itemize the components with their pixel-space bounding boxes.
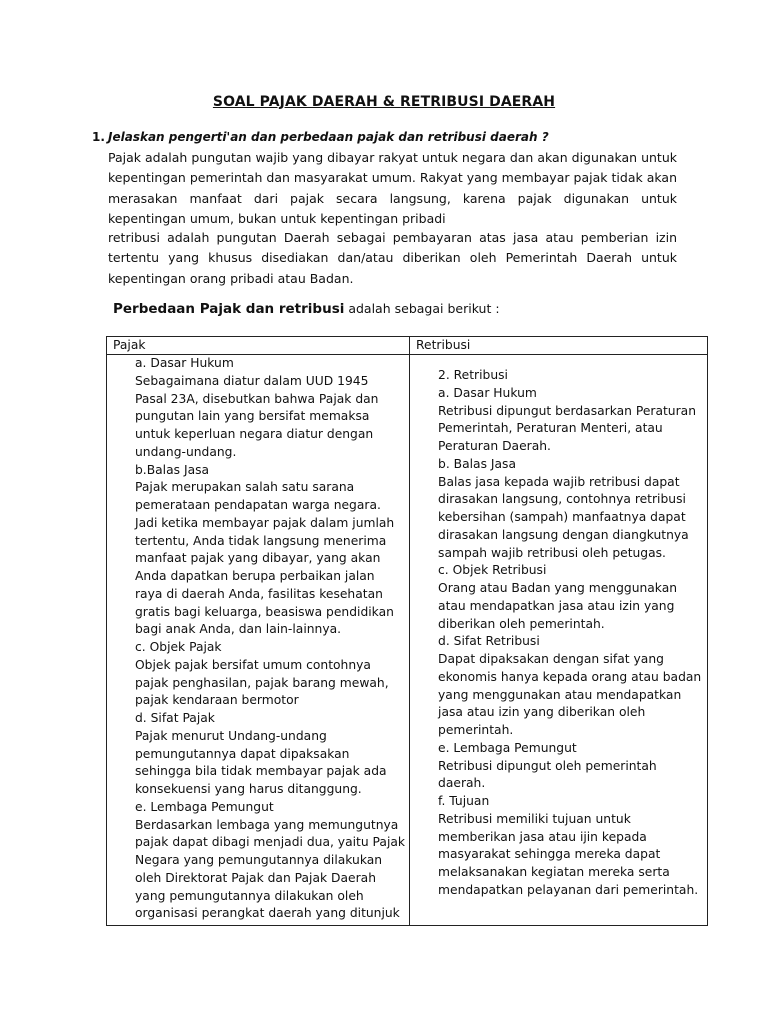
retribusi-line: diberikan oleh pemerintah. <box>438 616 605 631</box>
retribusi-line: dirasakan langsung dengan diangkutnya <box>438 527 689 542</box>
retribusi-line: jasa atau izin yang diberikan oleh <box>438 705 646 720</box>
pajak-line: Berdasarkan lembaga yang memungutnya <box>135 817 399 832</box>
pajak-line: Anda dapatkan berupa perbaikan jalan <box>135 569 375 583</box>
retribusi-line: a. Dasar Hukum <box>438 385 537 400</box>
pajak-line: Pajak menurut Undang-undang <box>135 728 327 743</box>
answer-pajak-paragraph: Pajak adalah pungutan wajib yang dibayar rakyat untuk negara dan akan digunakan untuk kepentingan pemerintah dan masyarakat umum. Rakyat yang membayar pajak tidak akan merasakan manfaat dari pajak secara langsung, karena pajak digunakan untuk kepentingan umum, bukan untuk kepentingan pribadi <box>108 150 677 226</box>
document-title: SOAL PAJAK DAERAH & RETRIBUSI DAERAH <box>212 94 556 110</box>
table-body-row <box>107 355 708 926</box>
pajak-line: oleh Direktorat Pajak dan Pajak Daerah <box>135 870 376 885</box>
pajak-line: pemungutannya dapat dipaksakan <box>135 746 350 761</box>
pajak-line: pajak dapat dibagi menjadi dua, yaitu Pajak <box>135 835 406 850</box>
retribusi-line: 2. Retribusi <box>438 368 508 382</box>
retribusi-line: b. Balas Jasa <box>438 456 516 471</box>
answer-retribusi-paragraph: retribusi adalah pungutan Daerah sebagai pembayaran atas jasa atau pemberian izin tertentu yang khusus disediakan dan/atau diberikan oleh Pemerintah Daerah untuk kepentingan orang pribadi atau Badan. <box>108 230 677 286</box>
pajak-line: undang-undang. <box>135 444 237 459</box>
pajak-line: Negara yang pemungutannya dilakukan <box>135 853 383 867</box>
pajak-line: Jadi ketika membayar pajak dalam jumlah <box>135 515 395 530</box>
pajak-line: yang pemungutannya dilakukan oleh <box>135 888 364 903</box>
retribusi-line: mendapatkan pelayanan dari pemerintah. <box>438 882 699 897</box>
retribusi-line: Retribusi memiliki tujuan untuk <box>438 811 631 826</box>
pajak-line: pungutan lain yang bersifat memaksa <box>135 409 370 424</box>
pajak-line: bagi anak Anda, dan lain-lainnya. <box>135 622 342 637</box>
retribusi-line: pemerintah. <box>438 723 514 737</box>
retribusi-line: kebersihan (sampah) manfaatnya dapat <box>438 510 686 524</box>
retribusi-line: ekonomis hanya kepada orang atau badan <box>438 669 702 684</box>
retribusi-line: c. Objek Retribusi <box>438 563 547 578</box>
pajak-line: Pajak merupakan salah satu sarana <box>135 480 355 495</box>
difference-intro <box>113 301 500 317</box>
retribusi-line: Retribusi dipungut oleh pemerintah <box>438 758 657 773</box>
retribusi-line: Pemerintah, Peraturan Menteri, atau <box>438 421 663 436</box>
pajak-line: pajak penghasilan, pajak barang mewah, <box>135 675 389 690</box>
question-text: Jelaskan pengerti'an dan perbedaan pajak dan retribusi daerah ? <box>108 130 549 144</box>
pajak-line: e. Lembaga Pemungut <box>135 799 274 814</box>
difference-intro-rest: adalah sebagai berikut : <box>344 301 500 316</box>
retribusi-line: memberikan jasa atau ijin kepada <box>438 829 647 844</box>
pajak-line: konsekuensi yang harus ditanggung. <box>135 782 362 796</box>
retribusi-line: sampah wajib retribusi oleh petugas. <box>438 545 666 560</box>
header-pajak: Pajak <box>107 337 410 355</box>
retribusi-line: Orang atau Badan yang menggunakan <box>438 581 678 595</box>
pajak-line: untuk keperluan negara diatur dengan <box>135 427 374 441</box>
pajak-line: manfaat pajak yang dibayar, yang akan <box>135 551 381 566</box>
pajak-line: tertentu, Anda tidak langsung menerima <box>135 533 387 548</box>
pajak-line: c. Objek Pajak <box>135 640 222 654</box>
retribusi-line: Dapat dipaksakan dengan sifat yang <box>438 652 664 666</box>
question-number: 1. <box>92 130 105 144</box>
pajak-line: a. Dasar Hukum <box>135 356 234 370</box>
retribusi-line: Peraturan Daerah. <box>438 439 551 453</box>
retribusi-line: yang menggunakan atau mendapatkan <box>438 687 682 702</box>
pajak-cell <box>107 355 410 926</box>
pajak-line: b.Balas Jasa <box>135 462 210 477</box>
pajak-line: organisasi perangkat daerah yang ditunjuk <box>135 906 400 921</box>
pajak-line: sehingga bila tidak membayar pajak ada <box>135 764 387 779</box>
pajak-line: pajak kendaraan bermotor <box>135 693 299 708</box>
retribusi-line: masyarakat sehingga mereka dapat <box>438 847 661 862</box>
pajak-line: Pasal 23A, disebutkan bahwa Pajak dan <box>135 391 379 406</box>
table-header-row <box>107 337 708 355</box>
retribusi-line: f. Tujuan <box>438 794 490 808</box>
retribusi-line: e. Lembaga Pemungut <box>438 740 577 755</box>
retribusi-line: Retribusi dipungut berdasarkan Peraturan <box>438 403 696 418</box>
retribusi-line: Balas jasa kepada wajib retribusi dapat <box>438 474 680 489</box>
retribusi-line: atau mendapatkan jasa atau izin yang <box>438 598 675 613</box>
retribusi-line: d. Sifat Retribusi <box>438 634 540 649</box>
pajak-line: Sebagaimana diatur dalam UUD 1945 <box>135 373 369 388</box>
pajak-line: raya di daerah Anda, fasilitas kesehatan <box>135 586 383 601</box>
header-retribusi: Retribusi <box>410 337 708 355</box>
difference-intro-bold: Perbedaan Pajak dan retribusi <box>113 301 345 317</box>
pajak-line: Objek pajak bersifat umum contohnya <box>135 657 371 672</box>
question-1 <box>92 130 692 144</box>
retribusi-line: melaksanakan kegiatan mereka serta <box>438 865 670 879</box>
retribusi-line: daerah. <box>438 776 486 791</box>
pajak-line: gratis bagi keluarga, beasiswa pendidikan <box>135 604 394 619</box>
comparison-table <box>106 336 708 926</box>
pajak-line: pemerataan pendapatan warga negara. <box>135 498 381 512</box>
retribusi-cell <box>410 355 708 926</box>
retribusi-line: dirasakan langsung, contohnya retribusi <box>438 492 686 507</box>
pajak-line: d. Sifat Pajak <box>135 711 215 725</box>
